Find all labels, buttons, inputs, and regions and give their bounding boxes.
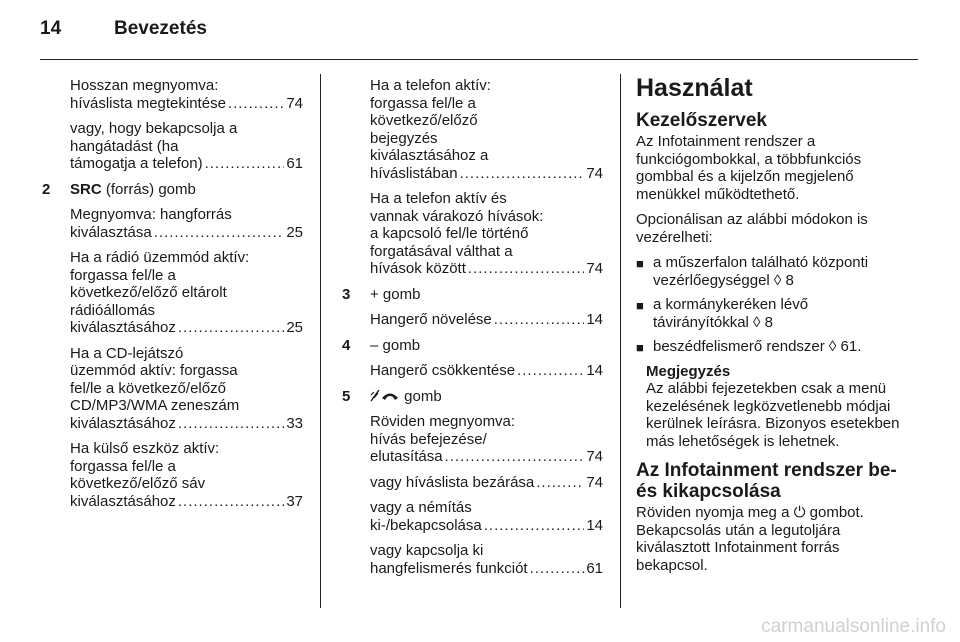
text-line: üzemmód aktív: forgassa	[70, 362, 238, 379]
text-line: vannak várakozó hívások:	[370, 207, 544, 225]
leader-dots	[228, 95, 284, 113]
leader-dots	[445, 448, 585, 466]
text-line: forgassa fel/le a	[70, 457, 176, 475]
text-line: Ha a CD-lejátszó	[70, 344, 184, 362]
page-ref: 14	[586, 362, 603, 379]
toc-text: Hangerő csökkentése	[370, 362, 516, 379]
toc-text: ki-/bekapcsolása	[370, 516, 482, 534]
page-ref: 8	[764, 313, 773, 331]
text-line: fel/le a következő/előző	[70, 379, 226, 397]
bullet-item	[636, 254, 906, 289]
paragraph	[70, 440, 303, 510]
toc-line	[70, 224, 303, 242]
text-line: forgassa fel/le a	[70, 266, 176, 284]
column-1	[42, 77, 303, 518]
column-3	[636, 74, 906, 582]
list-item-3	[342, 285, 603, 304]
paragraph	[70, 120, 303, 173]
note-text: Az alábbi fejezetekben csak a menü kezelésének legközvetlenebb módjai kerülnek leírásra. Bizonyos esetekben más lehetőségek is lehetnek.	[646, 380, 900, 450]
src-label: SRC	[70, 180, 102, 198]
paragraph	[370, 499, 603, 534]
toc-line	[70, 155, 303, 173]
page-ref: 74	[586, 164, 603, 182]
text-line: Ha a rádió üzemmód aktív:	[70, 249, 250, 266]
page-ref: 74	[586, 473, 603, 491]
text-line: következő/előző eltárolt	[70, 284, 227, 301]
item-label-rest: (forrás) gomb	[101, 180, 196, 198]
note-title: Megjegyzés	[646, 362, 731, 380]
list-item-2	[42, 180, 303, 199]
subsection-heading: Az Infotainment rendszer be- és kikapcsolása	[636, 460, 897, 502]
text-line: Ha külső eszköz aktív:	[70, 440, 220, 457]
text-line: Ha a telefon aktív és	[370, 190, 507, 207]
page-header	[40, 18, 207, 40]
toc-text: híváslistában	[370, 164, 458, 182]
text-line: hangátadást (ha	[70, 137, 179, 155]
minus-icon: –	[370, 336, 379, 354]
text-line: Ha a telefon aktív:	[370, 77, 491, 94]
text-line: vagy a némítás	[370, 499, 472, 516]
column-2	[342, 77, 603, 585]
list-item-4	[342, 336, 603, 355]
page-ref: 25	[286, 223, 303, 241]
item-number: 4	[342, 336, 351, 354]
toc-text: kiválasztásához	[70, 492, 176, 510]
intro-paragraph: Az Infotainment rendszer a funkciógombokkal, a többfunkciós gombbal és a kijelzőn megjelenő menükkel működtethető.	[636, 133, 862, 203]
toc-line	[370, 560, 603, 578]
page-ref: 37	[286, 492, 303, 510]
toc-text: támogatja a telefon)	[70, 155, 203, 172]
bullet-square-icon: ■	[636, 256, 644, 271]
leader-dots	[468, 260, 584, 278]
text-line: CD/MP3/WMA zeneszám	[70, 397, 240, 414]
ref-arrow-icon: ◊	[753, 313, 761, 331]
toc-line	[370, 517, 603, 535]
mute-phone-icon	[370, 388, 404, 405]
toc-text: kiválasztásához	[70, 414, 176, 432]
toc-line	[70, 95, 303, 113]
leader-dots	[536, 474, 584, 492]
toc-line	[370, 165, 603, 183]
paragraph	[370, 311, 603, 329]
paragraph	[70, 206, 303, 241]
plus-icon: +	[370, 285, 379, 303]
item-label: gomb	[404, 387, 442, 405]
toc-text: vagy híváslista bezárása	[370, 473, 535, 491]
paragraph	[70, 345, 303, 433]
text-line: Hosszan megnyomva:	[70, 77, 219, 94]
bullet-square-icon: ■	[636, 340, 644, 355]
toc-text: kiválasztása	[70, 223, 152, 241]
text-line: következő/előző sáv	[70, 475, 206, 492]
text-line: következő/előző	[370, 112, 478, 129]
page-ref: 25	[286, 319, 303, 336]
page-ref: 8	[785, 271, 794, 289]
power-icon: ⏻	[793, 504, 806, 521]
leader-dots	[460, 165, 585, 183]
page-ref: 61.	[840, 338, 862, 355]
optional-paragraph: Opcionálisan az alábbi módokon is vezérelheti:	[636, 211, 868, 246]
text-line: hívás befejezése/	[370, 430, 487, 448]
power-paragraph	[636, 504, 906, 574]
toc-line	[70, 493, 303, 511]
leader-dots	[178, 415, 284, 433]
toc-text: hívások között	[370, 260, 466, 277]
toc-line	[370, 362, 603, 380]
paragraph	[370, 190, 603, 278]
text-line: a kapcsoló fel/le történő	[370, 225, 529, 242]
toc-line	[70, 319, 303, 337]
toc-text: híváslista megtekintése	[70, 94, 226, 112]
leader-dots	[517, 362, 584, 380]
toc-line	[370, 260, 603, 278]
toc-line	[370, 311, 603, 329]
paragraph	[370, 362, 603, 380]
leader-dots	[530, 560, 585, 578]
watermark: carmanualsonline.info	[761, 616, 946, 637]
bullet-text: beszédfelismerő rendszer	[653, 338, 825, 355]
bullet-item	[636, 338, 906, 356]
toc-text: kiválasztásához	[70, 319, 176, 336]
page-ref: 74	[286, 94, 303, 112]
leader-dots	[494, 311, 585, 329]
item-number: 3	[342, 285, 351, 303]
leader-dots	[178, 319, 284, 337]
page-ref: 61	[286, 155, 303, 172]
toc-line	[370, 448, 603, 466]
subsection-heading: Kezelőszervek	[636, 110, 767, 131]
leader-dots	[154, 224, 285, 242]
header-rule	[40, 59, 918, 60]
page-title: Bevezetés	[114, 18, 207, 39]
page-ref: 14	[586, 516, 603, 534]
page-number: 14	[40, 18, 62, 39]
paragraph	[370, 77, 603, 182]
page-ref: 74	[586, 260, 603, 277]
leader-dots	[205, 155, 285, 173]
item-label: gomb	[378, 336, 421, 354]
text-line: vagy kapcsolja ki	[370, 542, 484, 559]
text-line: vagy, hogy bekapcsolja a	[70, 120, 238, 137]
text-line: forgassa fel/le a	[370, 94, 476, 112]
toc-text: Hangerő növelése	[370, 311, 492, 328]
paragraph	[370, 413, 603, 466]
ref-arrow-icon: ◊	[773, 271, 782, 289]
text-line: Megnyomva: hangforrás	[70, 206, 232, 223]
item-number: 2	[42, 180, 51, 198]
paragraph	[370, 474, 603, 492]
bullet-square-icon: ■	[636, 298, 644, 313]
item-label	[70, 181, 196, 198]
text-line: rádióállomás	[70, 301, 156, 319]
toc-line	[70, 415, 303, 433]
item-label: gomb	[378, 285, 421, 303]
bullet-item	[636, 296, 906, 331]
page-ref: 74	[586, 448, 603, 465]
paragraph	[70, 249, 303, 337]
power-text-before: Röviden nyomja meg a	[636, 504, 790, 521]
power-text-after: gombot. Bekapcsolás után a legutoljára kiválasztott Infotainment forrás bekapcsol.	[636, 504, 864, 574]
column-divider-1	[320, 74, 321, 608]
page-ref: 61	[586, 559, 603, 577]
bullet-text: a kormánykeréken lévő távirányítókkal	[653, 296, 809, 331]
toc-text: elutasítása	[370, 448, 443, 465]
note-box	[636, 363, 906, 451]
toc-line	[370, 474, 603, 492]
bullet-text: a műszerfalon található központi vezérlőegységgel	[653, 254, 869, 289]
page-ref: 14	[586, 311, 603, 328]
text-line: Röviden megnyomva:	[370, 413, 516, 430]
text-line: bejegyzés	[370, 129, 438, 147]
item-number: 5	[342, 387, 351, 405]
toc-text: hangfelismerés funkciót	[370, 559, 528, 577]
column-divider-2	[620, 74, 621, 608]
leader-dots	[178, 493, 284, 511]
text-line: kiválasztásához a	[370, 147, 489, 164]
page-ref: 33	[286, 414, 303, 432]
ref-arrow-icon: ◊	[828, 338, 837, 355]
text-line: forgatásával válthat a	[370, 242, 513, 260]
paragraph	[70, 77, 303, 112]
paragraph	[370, 542, 603, 577]
list-item-5	[342, 387, 603, 406]
leader-dots	[484, 517, 585, 535]
section-heading: Használat	[636, 74, 753, 102]
